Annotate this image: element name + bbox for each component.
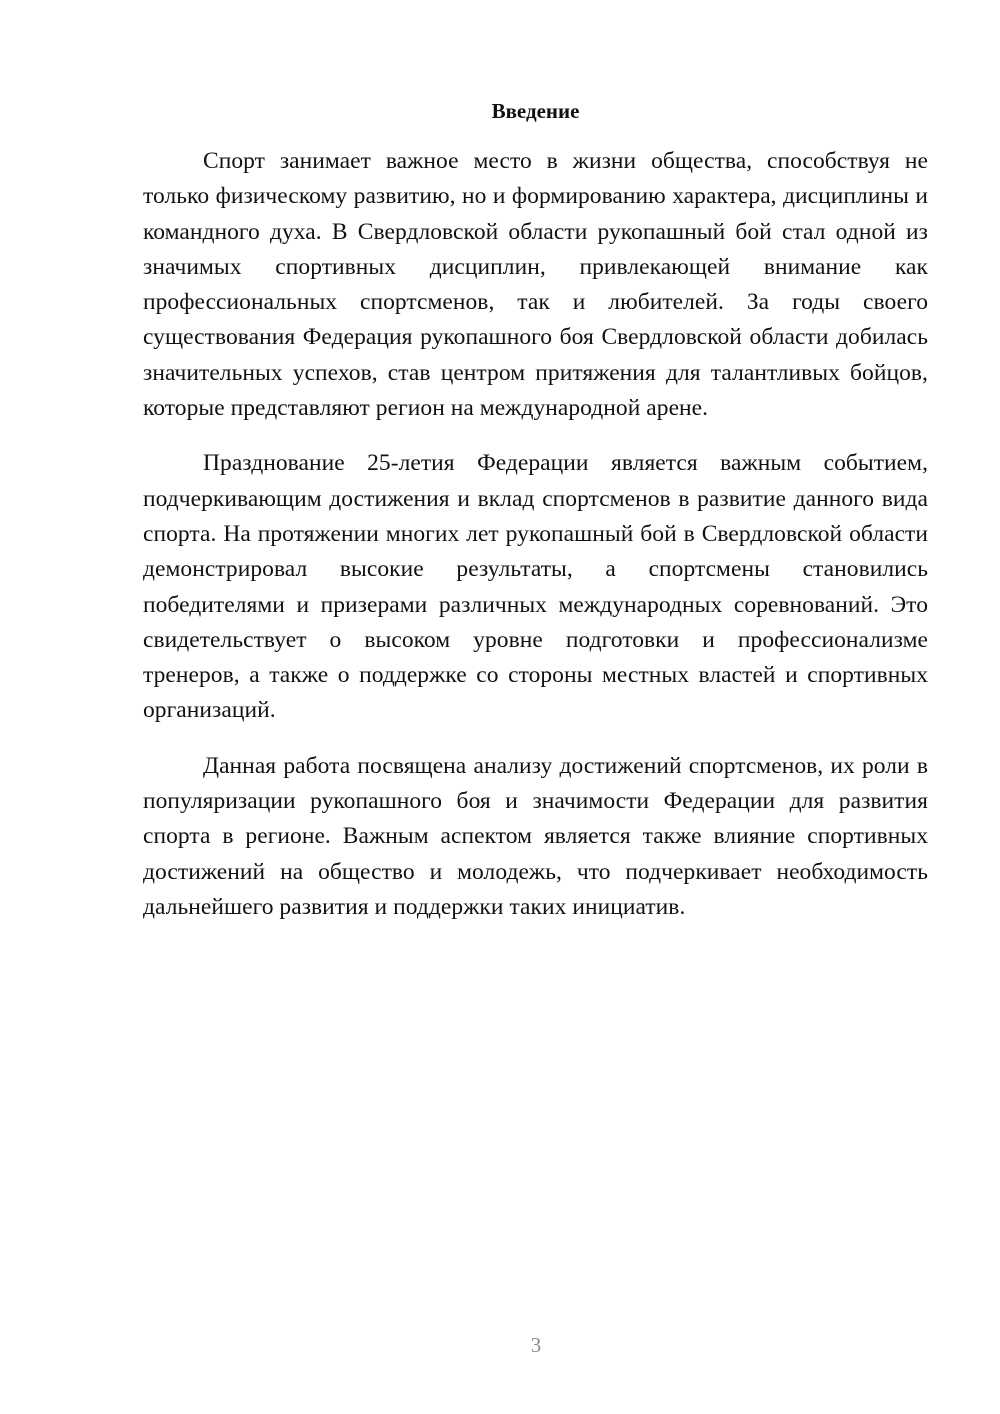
page-number: 3 (530, 1333, 542, 1357)
paragraph-2: Празднование 25-летия Федерации является важным событием, подчеркивающим достижения и вклад спортсменов в развитие данного вида спорта. На протяжении многих лет рукопашный бой в Свердловской области демонстрировал высокие результаты, а спортсмены становились победителями и призерами различных международных соревнований. Это свидетельствует о высоком уровне подготовки и профессионализме тренеров, а также о поддержке со стороны местных властей и спортивных организаций. (143, 450, 928, 724)
paragraph-3: Данная работа посвящена анализу достижений спортсменов, их роли в популяризации рукопашного боя и значимости Федерации для развития спорта в регионе. Важным аспектом является также влияние спортивных достижений на общество и молодежь, что подчеркивает необходимость дальнейшего развития и поддержки таких инициатив. (143, 752, 928, 920)
paragraph-1: Спорт занимает важное место в жизни общества, способствуя не только физическому развитию, но и формированию характера, дисциплины и командного духа. В Свердловской области рукопашный бой стал одной из значимых спортивных дисциплин, привлекающей внимание как профессиональных спортсменов, так и любителей. За годы своего существования Федерация рукопашного боя Свердловской области добилась значительных успехов, став центром притяжения для талантливых бойцов, которые представляют регион на международной арене. (143, 148, 928, 422)
section-heading: Введение (491, 99, 580, 123)
page-content (143, 97, 928, 945)
